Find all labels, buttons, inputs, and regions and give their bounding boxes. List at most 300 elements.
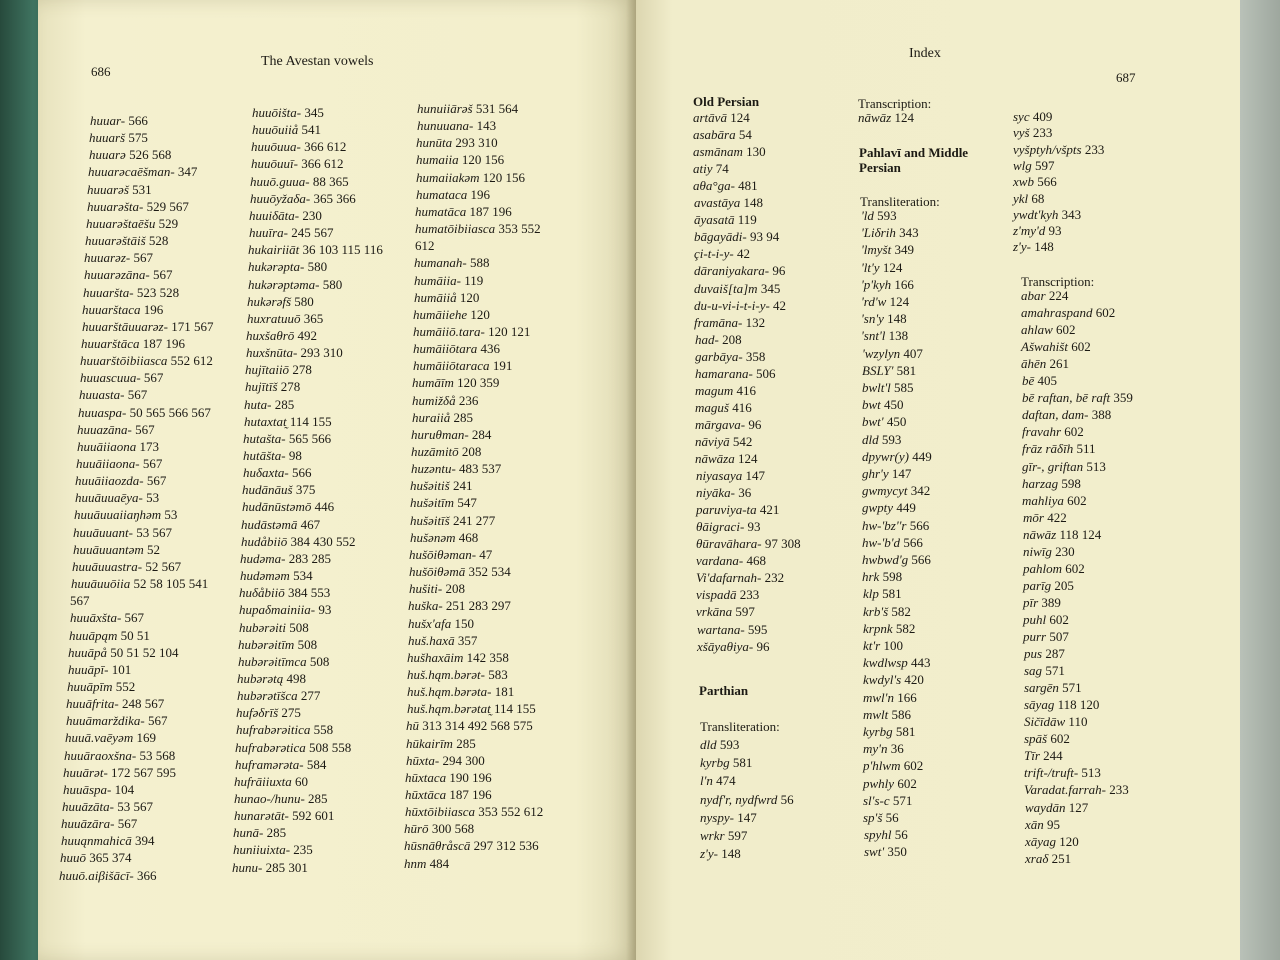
index-entry: [238, 654, 329, 670]
index-entry: [250, 191, 356, 207]
index-entry: [69, 628, 150, 644]
index-page-refs: 588: [469, 255, 490, 270]
parthian-heading: Parthian: [699, 683, 749, 698]
index-page-refs: 205: [1054, 578, 1074, 593]
index-entry: [863, 810, 899, 826]
index-headword: hunu-: [232, 860, 263, 875]
index-entry: [72, 559, 181, 575]
index-headword: nydf'r, nydfwrd: [700, 792, 778, 807]
index-headword: hubərətīšca: [237, 688, 298, 703]
index-headword: huuō: [60, 850, 86, 865]
index-entry: [252, 122, 321, 138]
index-page-refs: 42: [736, 246, 750, 261]
index-headword: mwlt: [863, 707, 889, 722]
index-page-refs: 508: [309, 654, 330, 669]
index-headword: θāigraci-: [696, 519, 745, 534]
index-headword: kwdlwsp: [863, 655, 908, 670]
index-headword: huuāxšta-: [70, 610, 122, 625]
index-entry: [862, 363, 916, 379]
index-page-refs: 53 568: [139, 748, 176, 763]
index-headword: huuar-: [90, 113, 126, 128]
index-entry: [81, 336, 185, 352]
index-entry: [408, 633, 477, 649]
index-page-refs: 357: [457, 633, 478, 648]
index-headword: humāiia-: [414, 273, 461, 288]
index-entry: [251, 156, 343, 172]
index-entry: [60, 850, 132, 866]
index-entry: [1013, 158, 1055, 174]
index-headword: hukərəpta-: [248, 259, 305, 274]
index-entry: [412, 410, 473, 426]
index-page-refs: 567: [152, 267, 173, 282]
index-entry: [90, 113, 148, 129]
index-entry: [234, 791, 328, 807]
parthian-transliteration-label: Transliteration:: [700, 719, 780, 734]
index-headword: sargēn: [1024, 680, 1059, 695]
index-page-refs: 96: [772, 263, 786, 278]
index-headword: 'ld: [861, 208, 874, 223]
index-headword: hutāšta-: [243, 448, 286, 463]
index-headword: huuāraoxšna-: [64, 748, 137, 763]
index-headword: dpywr(y): [862, 449, 909, 464]
index-page-refs: 42: [773, 298, 787, 313]
index-entry: [249, 225, 334, 241]
index-headword: huframərəta-: [235, 757, 304, 772]
index-entry: [696, 519, 761, 535]
index-headword: nāwāz: [858, 110, 892, 125]
index-page-refs: 513: [1086, 459, 1106, 474]
index-entry: [693, 127, 752, 143]
index-entry: [416, 187, 490, 203]
index-headword: humāiiehe: [413, 307, 468, 322]
index-page-refs: 358: [745, 349, 766, 364]
index-page-refs: 147: [737, 810, 757, 825]
index-page-refs: 566: [903, 535, 923, 550]
index-page-refs: 53 567: [136, 525, 172, 540]
index-page-refs: 53 567: [117, 799, 153, 814]
index-page-refs: 407: [903, 346, 923, 361]
index-entry: [861, 277, 914, 293]
index-page-refs: 449: [896, 500, 916, 515]
index-headword: niyāka-: [696, 485, 735, 500]
index-headword: xšāyaθiya-: [697, 639, 754, 654]
index-headword: z'y-: [1013, 239, 1031, 254]
index-page-refs: 581: [732, 755, 753, 770]
index-page-refs: 526 568: [129, 147, 172, 162]
index-page-refs: 586: [891, 707, 912, 722]
index-entry: [1023, 561, 1085, 577]
index-page-refs: 602: [1095, 305, 1116, 320]
index-entry: [79, 387, 147, 403]
index-headword: hujītīš: [245, 379, 278, 394]
index-entry: [863, 604, 911, 620]
index-page-refs: 531: [132, 182, 152, 197]
index-headword: humataca: [416, 187, 468, 202]
index-page-refs: 287: [1045, 646, 1065, 661]
index-page-refs: 285: [266, 825, 287, 840]
index-page-refs: 285 301: [265, 860, 308, 875]
index-entry: [1022, 493, 1087, 509]
index-page-refs: 416: [732, 400, 752, 415]
index-page-refs: 261: [1049, 356, 1070, 371]
index-headword: framāna-: [694, 315, 743, 330]
index-page-refs: 251 283 297: [445, 598, 511, 613]
index-headword: huraiiå: [412, 410, 451, 425]
index-headword: huxšnūta-: [246, 345, 298, 360]
index-entry: [77, 439, 159, 455]
index-page-refs: 285: [453, 410, 474, 425]
index-entry: [87, 199, 189, 215]
index-page-refs: 580: [294, 294, 314, 309]
index-page-refs: 93: [318, 602, 332, 617]
index-entry: [407, 684, 514, 700]
index-headword: l'n: [700, 773, 713, 788]
index-page-refs: 36: [738, 485, 752, 500]
index-page-refs: 120: [1059, 834, 1079, 849]
index-entry: [694, 246, 750, 262]
index-entry: [1021, 305, 1115, 321]
index-headword: hwbwd'g: [862, 552, 909, 567]
index-headword: hūxta-: [406, 753, 440, 768]
index-headword: paruviya-ta: [696, 502, 757, 517]
index-entry: [1024, 663, 1065, 679]
index-entry: [413, 324, 530, 340]
index-headword: 'sn'y: [861, 311, 884, 326]
index-headword: huuā.vaēyəm: [65, 730, 134, 745]
index-entry: [76, 456, 162, 472]
index-page-refs: 582: [891, 604, 911, 619]
index-headword: huuāuuaiiaŋhəm: [74, 507, 162, 522]
index-headword: huuarəz-: [84, 250, 131, 265]
index-entry: [413, 358, 512, 374]
index-entry: [243, 465, 312, 481]
index-entry: [862, 432, 901, 448]
index-headword: huuōyžaδa-: [250, 191, 311, 206]
index-entry: [415, 204, 512, 220]
right-page: [636, 0, 1240, 960]
index-entry: [409, 564, 511, 580]
index-headword: aθa°ga-: [693, 178, 735, 193]
index-entry: [251, 139, 346, 155]
index-entry: [863, 758, 923, 774]
index-entry: [1025, 851, 1071, 867]
index-entry: [63, 782, 134, 798]
index-headword: hušōiθəman-: [409, 547, 477, 562]
index-headword: wrkr: [700, 828, 725, 843]
index-page-refs: 597: [735, 604, 755, 619]
index-entry: [64, 748, 175, 764]
index-entry: [695, 451, 757, 467]
index-headword: 'lmyšt: [861, 242, 892, 257]
index-entry: [246, 345, 343, 361]
index-page-refs: 88 365: [312, 174, 349, 189]
index-entry: [1022, 476, 1081, 492]
index-entry: [863, 586, 902, 602]
index-page-refs: 566: [911, 552, 931, 567]
index-headword: huruθman-: [411, 427, 469, 442]
index-page-refs: 420: [904, 672, 924, 687]
index-headword: huuarəštaēšu: [86, 216, 156, 231]
index-headword: trift-/truft-: [1024, 765, 1079, 780]
index-headword: huuāiiaona: [77, 439, 137, 454]
index-entry: [862, 414, 906, 430]
index-headword: hubərəitīmca: [238, 654, 307, 669]
index-headword: z'my'd: [1013, 223, 1046, 238]
index-entry: [1024, 765, 1101, 781]
index-headword: huuarəšta-: [87, 199, 144, 214]
index-headword: huuāuuant-: [73, 525, 133, 540]
index-headword: abar: [1021, 288, 1046, 303]
index-entry: [82, 302, 163, 318]
index-page-refs: 119: [464, 273, 484, 288]
index-page-refs: 235: [293, 842, 313, 857]
index-headword: huuō.guua-: [250, 174, 310, 189]
index-page-refs: 405: [1037, 373, 1058, 388]
index-page-refs: 567: [146, 473, 167, 488]
index-headword: syc: [1013, 109, 1030, 124]
index-page-refs: 171 567: [171, 319, 214, 334]
index-headword: hutašta-: [243, 431, 286, 446]
index-entry: [243, 431, 331, 447]
index-page-refs: 147: [891, 466, 912, 481]
index-headword: hukərəfš: [247, 294, 292, 309]
index-entry: [861, 328, 908, 344]
index-page-refs: 593: [719, 737, 740, 752]
index-entry: [239, 585, 330, 601]
index-page-refs: 592 601: [292, 808, 335, 823]
index-entry: [68, 662, 131, 678]
right-running-head: Index: [909, 46, 941, 61]
index-page-refs: 50 51 52 104: [110, 645, 179, 660]
index-headword: p'hlwm: [863, 758, 901, 773]
index-headword: xwb: [1013, 174, 1034, 189]
index-headword: z'y-: [700, 846, 718, 861]
index-entry: [77, 422, 155, 438]
index-page-refs: 120 359: [457, 375, 500, 390]
index-entry: [694, 212, 757, 228]
index-headword: pus: [1024, 646, 1043, 661]
index-entry: [414, 290, 479, 306]
index-headword: duvaiš[ta]m: [694, 281, 758, 296]
pahlavi-transcription-label: Transcription:: [1021, 274, 1095, 289]
index-page-refs: 277: [300, 688, 321, 703]
index-page-refs: 50 565 566 567: [129, 405, 211, 420]
index-entry: [695, 434, 752, 450]
index-page-refs: 100: [883, 638, 903, 653]
index-headword: xāyag: [1025, 834, 1057, 849]
left-page: [38, 0, 636, 960]
index-headword: huδaxta-: [243, 465, 289, 480]
index-page-refs: 97 308: [764, 536, 801, 551]
index-headword: huuāuuastra-: [72, 559, 143, 574]
index-page-refs: 581: [895, 724, 916, 739]
index-page-refs: 52: [147, 542, 161, 557]
index-entry: [416, 170, 525, 186]
index-page-refs: 597: [1035, 158, 1055, 173]
index-headword: huuarəcaēšman-: [88, 164, 175, 179]
index-headword: niyasaya: [696, 468, 743, 483]
index-headword: hukərəptəma-: [248, 277, 320, 292]
index-page-refs: 602: [897, 776, 917, 791]
index-headword: hamarana-: [695, 366, 753, 381]
index-headword: humāiiō.tara-: [413, 324, 485, 339]
index-page-refs: 602: [1071, 339, 1091, 354]
index-entry: [233, 842, 313, 858]
index-entry: [1024, 782, 1129, 798]
index-headword: huuarštāuuarəz-: [82, 319, 168, 334]
index-headword: hušənəm: [410, 530, 456, 545]
index-headword: mwl'n: [863, 690, 894, 705]
index-entry: [411, 461, 501, 477]
index-entry: [861, 260, 902, 276]
index-entry: [862, 569, 902, 585]
index-entry: [241, 517, 320, 533]
index-page-refs: 394: [135, 833, 155, 848]
index-page-refs: 120 156: [461, 152, 505, 167]
index-page-refs: 172 567 595: [111, 765, 177, 780]
index-page-refs: 148: [887, 311, 907, 326]
index-headword: hušəitiš: [410, 478, 450, 493]
index-page-refs: 143: [476, 118, 497, 133]
index-page-refs: 275: [281, 705, 301, 720]
index-headword: dāraniyakara-: [694, 263, 770, 278]
index-page-refs: 388: [1091, 407, 1112, 422]
index-headword: huuarəš: [87, 182, 129, 197]
old-persian-heading: Old Persian: [693, 94, 760, 109]
index-headword: waydān: [1025, 800, 1066, 815]
index-headword: hunā-: [233, 825, 264, 840]
index-entry: [85, 233, 168, 249]
index-headword: hudāstəmā: [241, 517, 298, 532]
index-entry: [700, 810, 757, 826]
index-entry: [409, 581, 465, 597]
index-page-refs: 241 277: [452, 513, 496, 528]
index-headword: hušōiθəmā: [409, 564, 466, 579]
index-page-refs: 566: [292, 465, 312, 480]
index-page-refs: 508: [289, 620, 309, 635]
index-headword: humatōibiiasca: [415, 221, 496, 236]
index-entry: [62, 799, 153, 815]
index-page-refs: 138: [888, 328, 909, 343]
index-headword: bāgayādi-: [694, 229, 747, 244]
index-entry: [696, 553, 766, 569]
index-page-refs: 481: [738, 178, 758, 193]
index-headword: huš.hąm.bərətat̰: [407, 701, 491, 716]
index-headword: huuāuuaēya-: [75, 490, 143, 505]
index-headword: hūsnāθråscā: [404, 838, 471, 853]
index-headword: bwt': [862, 414, 884, 429]
index-page-refs: 248 567: [121, 696, 165, 711]
index-headword: hušhaxāim: [407, 650, 464, 665]
index-headword: gīr-, griftan: [1022, 459, 1084, 474]
index-headword: vyš: [1013, 125, 1030, 140]
index-page-refs: 450: [884, 397, 904, 412]
index-page-refs: 132: [745, 315, 766, 330]
index-page-refs: 353 552 612: [478, 804, 544, 819]
index-headword: pahlom: [1023, 561, 1062, 576]
index-entry: [232, 860, 308, 876]
index-headword: huuāpī-: [68, 662, 109, 677]
index-entry: [1022, 459, 1106, 475]
index-entry: [1024, 714, 1087, 730]
index-headword: huuascuua-: [80, 370, 141, 385]
index-entry: [89, 130, 148, 146]
index-page-refs: 567: [147, 713, 168, 728]
index-entry: [234, 774, 308, 790]
index-page-refs: 595: [747, 622, 768, 637]
index-entry: [1024, 748, 1063, 764]
index-entry: [695, 349, 765, 365]
index-headword: huuiδāta-: [249, 208, 300, 223]
index-headword: gwpty: [862, 500, 894, 515]
index-entry: [240, 551, 331, 567]
index-page-refs: 585: [894, 380, 914, 395]
index-headword: hudānūstəmō: [242, 499, 312, 514]
index-entry: [863, 793, 912, 809]
index-page-refs: 389: [1041, 595, 1061, 610]
index-entry: [63, 765, 176, 781]
index-headword: huuāuuōiia: [71, 576, 131, 591]
index-entry: [1022, 407, 1111, 423]
index-entry: [700, 828, 747, 844]
index-entry: [863, 776, 917, 792]
index-headword: spyhl: [864, 827, 892, 842]
index-page-refs: 409: [1032, 109, 1053, 124]
index-page-refs: 130: [746, 144, 766, 159]
index-headword: hunarətāt-: [234, 808, 289, 823]
index-entry: [249, 208, 322, 224]
index-page-refs: 148: [743, 195, 763, 210]
index-page-refs: 598: [882, 569, 903, 584]
index-entry: [1021, 339, 1091, 355]
index-entry: [78, 405, 211, 421]
index-headword: huuōuua-: [251, 139, 301, 154]
index-entry: [864, 844, 907, 860]
index-entry: [700, 755, 752, 771]
index-headword: huuōuuī-: [251, 156, 298, 171]
index-page-refs: 60: [295, 774, 309, 789]
index-entry: [89, 147, 171, 163]
index-headword: humāiiōtaraca: [413, 358, 490, 373]
pahlavi-heading-line-1: Pahlavī and Middle: [859, 145, 969, 160]
index-entry: [244, 414, 332, 430]
index-page-refs: 508 558: [309, 740, 352, 755]
index-page-refs: 56: [780, 792, 794, 807]
index-entry: [1021, 356, 1069, 372]
index-headword: huuāpīm: [67, 679, 113, 694]
index-page-refs: 284: [471, 427, 492, 442]
index-page-refs: 343: [1061, 207, 1082, 222]
index-entry: [694, 195, 763, 211]
index-headword: hw-'bz''r: [862, 518, 907, 533]
index-entry: [863, 655, 931, 671]
index-headword: pwhly: [863, 776, 895, 791]
index-headword: çi-t-i-y-: [694, 246, 734, 261]
index-entry: [1023, 527, 1101, 543]
index-page-refs: 187 196: [449, 787, 492, 802]
index-entry: [235, 740, 351, 756]
index-entry: [407, 667, 508, 683]
index-headword: huuarštāca: [81, 336, 140, 351]
index-headword: pīr: [1023, 595, 1039, 610]
index-headword: hudəməm: [240, 568, 290, 583]
index-entry: [700, 737, 739, 753]
index-headword: ghr'y: [862, 466, 889, 481]
index-entry: [863, 724, 915, 740]
index-headword: humāiiå: [414, 290, 457, 305]
index-page-refs: 150: [454, 616, 474, 631]
index-entry: [404, 838, 539, 854]
